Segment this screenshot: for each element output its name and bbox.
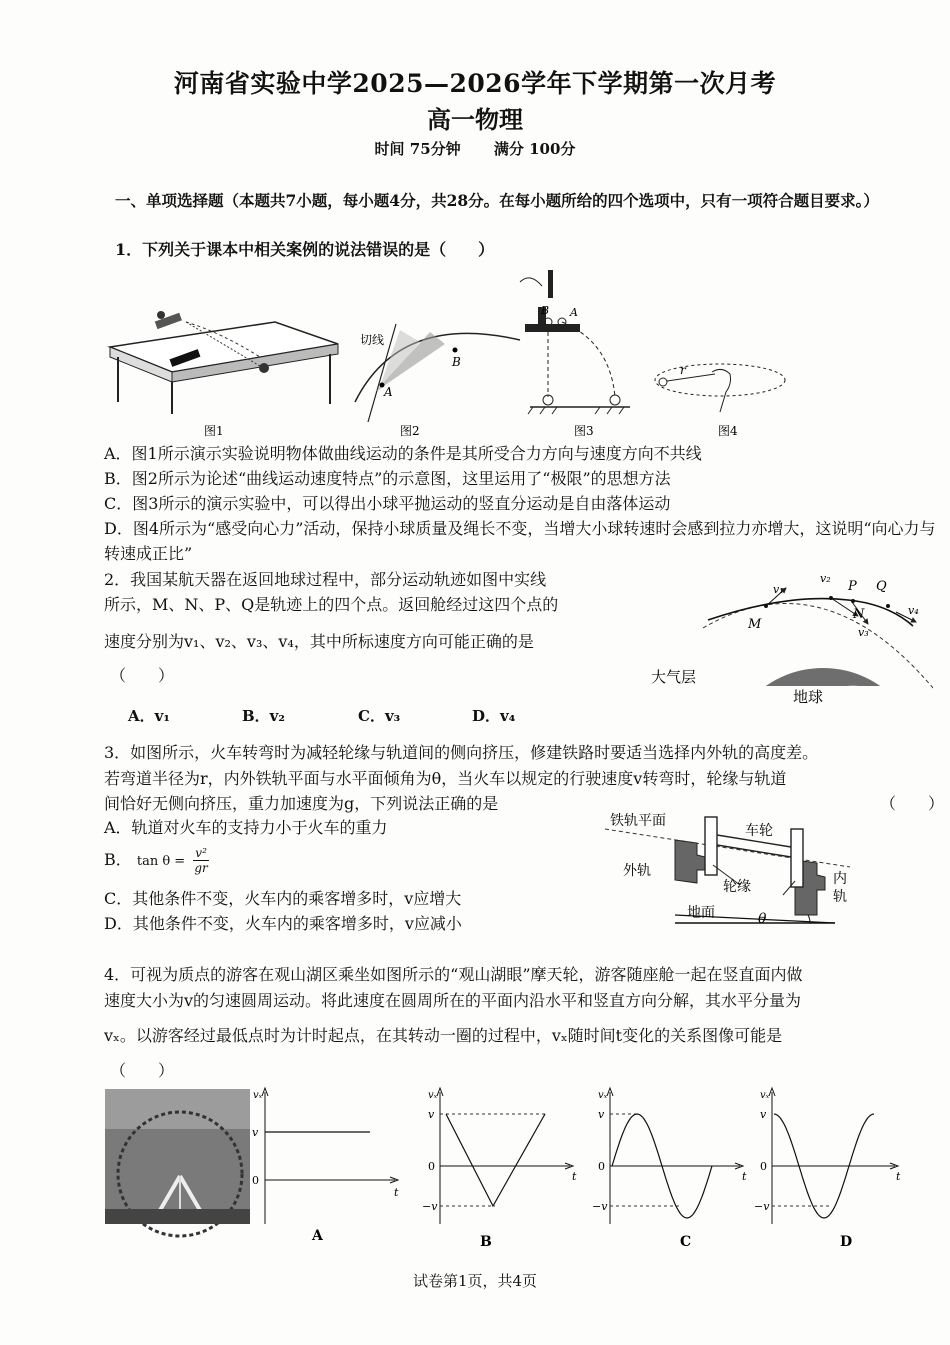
ferris-wheel-photo [105,1089,250,1236]
q3-outer-label: 外轨 [623,863,651,879]
q4-paren: （ ） [110,1061,175,1080]
q1-option-d: D．图4所示为“感受向心力”活动，保持小球质量及绳长不变，当增大小球转速时会感到拉力亦增大，这说明“向心力与转速成正比” [104,519,936,563]
fig3-label: 图3 [574,424,594,438]
fig2-label: 图2 [400,424,420,438]
q3-theta-label: θ [758,911,767,927]
graph-a-xlabel: t [394,1186,399,1199]
q3-option-d: D．其他条件不变，火车内的乘客增多时，v应减小 [104,914,462,933]
q2-point-p: P [848,579,857,594]
q1-stem: 1．下列关于课本中相关案例的说法错误的是（ ） [115,240,495,259]
fig4-label: 图4 [718,424,738,438]
q3-inner-label-1: 内 [833,871,847,887]
exam-time: 时间 75分钟 [374,140,461,158]
q3-option-b [104,846,209,875]
exam-meta [0,138,950,159]
graph-d-ylabel: vₓ [760,1090,770,1101]
q2-choice-a: A．v₁ [128,707,170,725]
graph-d-tick-v: v [760,1108,767,1121]
graph-b-letter: B [480,1234,492,1250]
fig3-point-a: A [570,306,578,319]
q3-formula-lhs: tan θ = [136,854,186,869]
q3-wheel-label: 车轮 [745,823,773,839]
fig4-rotation [655,363,785,412]
fig2-point-a: A [384,385,393,399]
q2-line-1: 2．我国某航天器在返回地球过程中，部分运动轨迹如图中实线 [104,570,547,589]
graph-b-tick-neg-v: −v [422,1200,438,1213]
fig1-table [110,311,338,414]
graph-c [592,1088,747,1224]
q2-choice-d: D．v₄ [472,707,516,725]
q3-inner-label-2: 轨 [833,889,847,905]
graph-a [252,1088,399,1224]
graph-d-tick-0: 0 [760,1160,767,1173]
exam-title: 河南省实验中学2025—2026学年下学期第一次月考 [173,69,777,98]
q2-atmosphere-label: 大气层 [651,668,697,686]
graph-a-tick-v: v [252,1126,259,1139]
exam-subject: 高一物理 [427,105,523,134]
graph-d-xlabel: t [896,1170,900,1183]
section-heading: 一、单项选择题（本题共7小题，每小题4分，共28分。在每小题所给的四个选项中，只有一项符合题目要求。） [115,191,879,210]
q2-line-2: 所示，M、N、P、Q是轨迹上的四个点。返回舱经过这四个点的 [104,595,559,614]
q1-option-a: A．图1所示演示实验说明物体做曲线运动的条件是其所受合力方向与速度方向不共线 [104,444,702,463]
q3-figure [605,805,855,933]
q1-figures [100,262,800,442]
exam-score: 满分 100分 [493,140,576,158]
graph-a-ylabel: vₓ [253,1090,263,1101]
q3-line-1: 3．如图所示，火车转弯时为减轻轮缘与轨道间的侧向挤压，修建铁路时要适当选择内外轨的高度差。 [104,743,819,762]
graph-d-tick-neg-v: −v [754,1200,770,1213]
graph-b-xlabel: t [572,1170,577,1183]
q3-flange-label: 轮缘 [723,879,751,895]
graph-c-ylabel: vₓ [598,1090,608,1101]
q2-point-n: N [853,607,865,622]
graph-d-letter: D [840,1234,853,1250]
trajectory [708,599,913,626]
q3-option-b-label: B． [104,850,132,869]
q2-v3: v₃ [858,626,869,639]
graph-c-letter: C [680,1234,692,1250]
q3-ground-label: 地面 [687,905,715,921]
graph-a-letter: A [312,1228,323,1244]
q3-line-3: 间恰好无侧向挤压，重力加速度为g，下列说法正确的是 [104,794,499,813]
q2-figure [648,568,933,708]
fig2-curve [355,324,520,422]
graph-d [754,1088,900,1224]
q4-line-2: 速度大小为v的匀速圆周运动。将此速度在圆周所在的平面内沿水平和竖直方向分解，其水平分量为 [104,991,802,1010]
q4-figures [100,1084,900,1260]
graph-b [422,1088,577,1224]
q4-line-1: 4．可视为质点的游客在观山湖区乘坐如图所示的“观山湖眼”摩天轮，游客随座舱一起在竖直面内做 [104,965,803,984]
q3-option-a: A．轨道对火车的支持力小于火车的重力 [104,818,388,837]
fig2-point-b: B [452,355,461,369]
graph-c-xlabel: t [742,1170,747,1183]
q3-rail-plane-label: 铁轨平面 [610,813,666,829]
fig1-label: 图1 [204,424,224,438]
q1-option-b: B．图2所示为论述“曲线运动速度特点”的示意图，这里运用了“极限”的思想方法 [104,469,671,488]
q2-paren: （ ） [110,666,175,685]
q3-line-2: 若弯道半径为r，内外铁轨平面与水平面倾角为θ，当火车以规定的行驶速度v转弯时，轮缘与轨道 [104,769,787,788]
q3-option-c: C．其他条件不变，火车内的乘客增多时，v应增大 [104,889,462,908]
fig4-radius: r [680,363,686,377]
q2-choice-c: C．v₃ [358,707,401,725]
q3-paren: （ ） [880,794,945,813]
graph-b-line [446,1114,545,1206]
q4-line-3: vₓ。以游客经过最低点时为计时起点，在其转动一圈的过程中，vₓ随时间t变化的关系图像可能是 [104,1026,783,1045]
q2-v4: v₄ [908,604,919,617]
graph-b-tick-v: v [428,1108,435,1121]
fig2-tangent-label: 切线 [360,333,385,347]
graph-b-ylabel: vₓ [428,1090,438,1101]
q2-v2: v₂ [820,572,831,585]
q2-choice-b: B．v₂ [242,707,285,725]
q2-point-q: Q [876,579,887,594]
q3-formula-den: gr [194,861,208,875]
fig3-apparatus [520,270,630,414]
q2-earth-label: 地球 [793,688,824,706]
q2-point-m: M [748,617,762,632]
q3-formula-num: v² [195,846,207,860]
graph-c-tick-neg-v: −v [592,1200,608,1213]
graph-a-tick-0: 0 [252,1174,259,1187]
q1-option-c: C．图3所示的演示实验中，可以得出小球平抛运动的竖直分运动是自由落体运动 [104,494,671,513]
q2-v1: v₁ [773,583,784,596]
page-footer: 试卷第1页，共4页 [412,1272,538,1290]
graph-b-tick-0: 0 [428,1160,435,1173]
fig3-point-b: B [541,304,550,317]
graph-c-tick-v: v [598,1108,605,1121]
q2-line-3: 速度分别为v₁、v₂、v₃、v₄，其中所标速度方向可能正确的是 [104,632,534,651]
graph-c-tick-0: 0 [598,1160,605,1173]
q3-formula-fraction [193,846,209,875]
